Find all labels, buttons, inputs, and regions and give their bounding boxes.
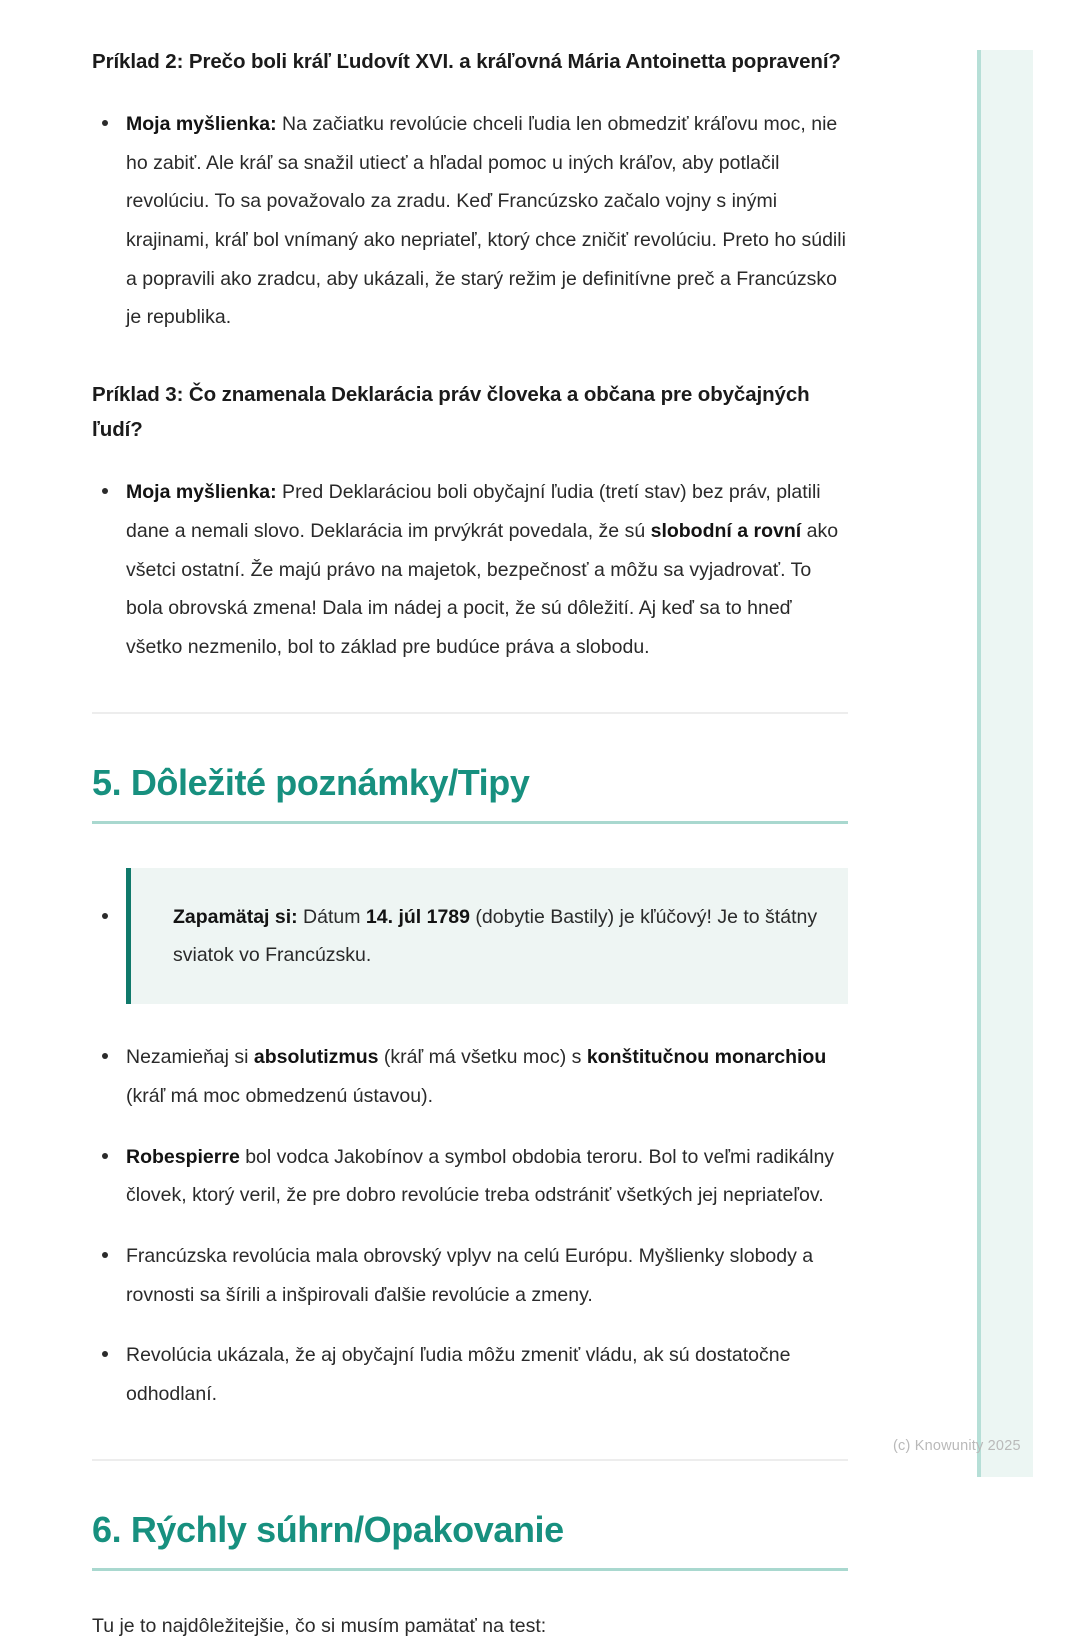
example-2-bullet-label: Moja myšlienka: [126,113,277,136]
bullet-dot-icon [102,1351,108,1357]
callout-label: Zapamätaj si: [173,906,298,929]
section-5-title: 5. Dôležité poznámky/Tipy [92,762,530,804]
example-3-bullet-label: Moja myšlienka: [126,481,277,504]
list-item [92,105,848,337]
tips-list [92,1038,848,1413]
section-6-title: 6. Rýchly súhrn/Opakovanie [92,1509,564,1551]
example-2-list [92,105,848,337]
list-item [92,1336,848,1413]
example-3-bullet-strong-1: slobodní a rovní [650,520,802,543]
bullet-dot-icon [102,1252,108,1258]
callout-date: 14. júl 1789 [365,906,470,929]
copyright-watermark: (c) Knowunity 2025 [893,1438,1021,1454]
tip-1-text-3: (kráľ má moc obmedzenú ústavou). [126,1085,433,1108]
tip-1-strong-2: konštitučnou monarchiou [586,1046,827,1069]
example-2-heading: Príklad 2: Prečo boli kráľ Ľudovít XVI. a kráľovná Mária Antoinetta popravení? [92,50,841,73]
tip-1-text-1: Nezamieňaj si [126,1046,254,1069]
list-item [92,1038,848,1115]
list-item [92,1138,848,1215]
example-3-bullet-text-1: Pred Deklaráciou boli obyčajní ľudia (tretí stav) bez práv, platili dane a nemali slovo. Deklarácia im prvýkrát povedala, že sú [126,481,821,543]
tip-2-text-2: bol vodca Jakobínov a symbol obdobia teroru. Bol to veľmi radikálny človek, ktorý veril, že pre dobro revolúcie treba odstrániť všetkých jej nepriateľov. [126,1145,835,1207]
example-3-heading: Príklad 3: Čo znamenala Deklarácia práv človeka a občana pre obyčajných ľudí? [92,382,810,442]
tip-3-text-1: Francúzska revolúcia mala obrovský vplyv na celú Európu. Myšlienky slobody a rovnosti sa šírili a inšpirovali ďalšie revolúcie a zmeny. [126,1244,814,1306]
bullet-dot-icon [102,120,108,126]
section-divider [92,1459,848,1461]
example-2-bullet-text: Na začiatku revolúcie chceli ľudia len obmedziť kráľovu moc, nie ho zabiť. Ale kráľ sa snažil utiecť a hľadal pomoc u iných kráľov, aby potlačil revolúciu. To sa považovalo za zradu. Keď Francúzsko začalo vojny s inými krajinami, kráľ bol vnímaný ako nepriateľ, ktorý chce zničiť revolúciu. Preto ho súdili a popravili ako zradcu, aby ukázali, že starý režim je definitívne preč a Francúzsko je republika. [126,113,846,329]
tip-4-text-1: Revolúcia ukázala, že aj obyčajní ľudia môžu zmeniť vládu, ak sú dostatočne odhodlaní. [126,1344,791,1405]
example-3-bullet-text-2: ako všetci ostatní. Že majú právo na majetok, bezpečnosť a môžu sa vyjadrovať. To bola obrovská zmena! Dala im nádej a pocit, že sú dôležití. Aj keď sa to hneď všetko nezmenilo, bol to základ pre budúce práva a slobodu. [126,520,839,658]
section-6-lead: Tu je to najdôležitejšie, čo si musím pamätať na test: [92,1615,547,1638]
bullet-dot-icon [102,1153,108,1159]
remember-callout [126,868,848,1004]
bullet-dot-icon [102,488,108,494]
section-divider [92,712,848,714]
right-edge-decorative-band [977,50,1033,1477]
bullet-dot-icon [102,913,108,919]
tip-1-strong-1: absolutizmus [253,1046,379,1069]
bullet-dot-icon [102,1053,108,1059]
callout-text-2: (dobytie Bastily) je kľúčový! Je to štátny sviatok vo Francúzsku. [173,906,818,967]
callout-text-1: Dátum [297,906,366,929]
tip-2-strong-1: Robespierre [126,1145,240,1168]
tip-1-text-2: (kráľ má všetku moc) s [378,1046,587,1069]
callout-list-item [92,868,848,1004]
section-5-underline [92,821,848,824]
list-item [92,473,848,666]
example-3-list [92,473,848,666]
list-item [92,1237,848,1314]
section-6-underline [92,1568,848,1571]
